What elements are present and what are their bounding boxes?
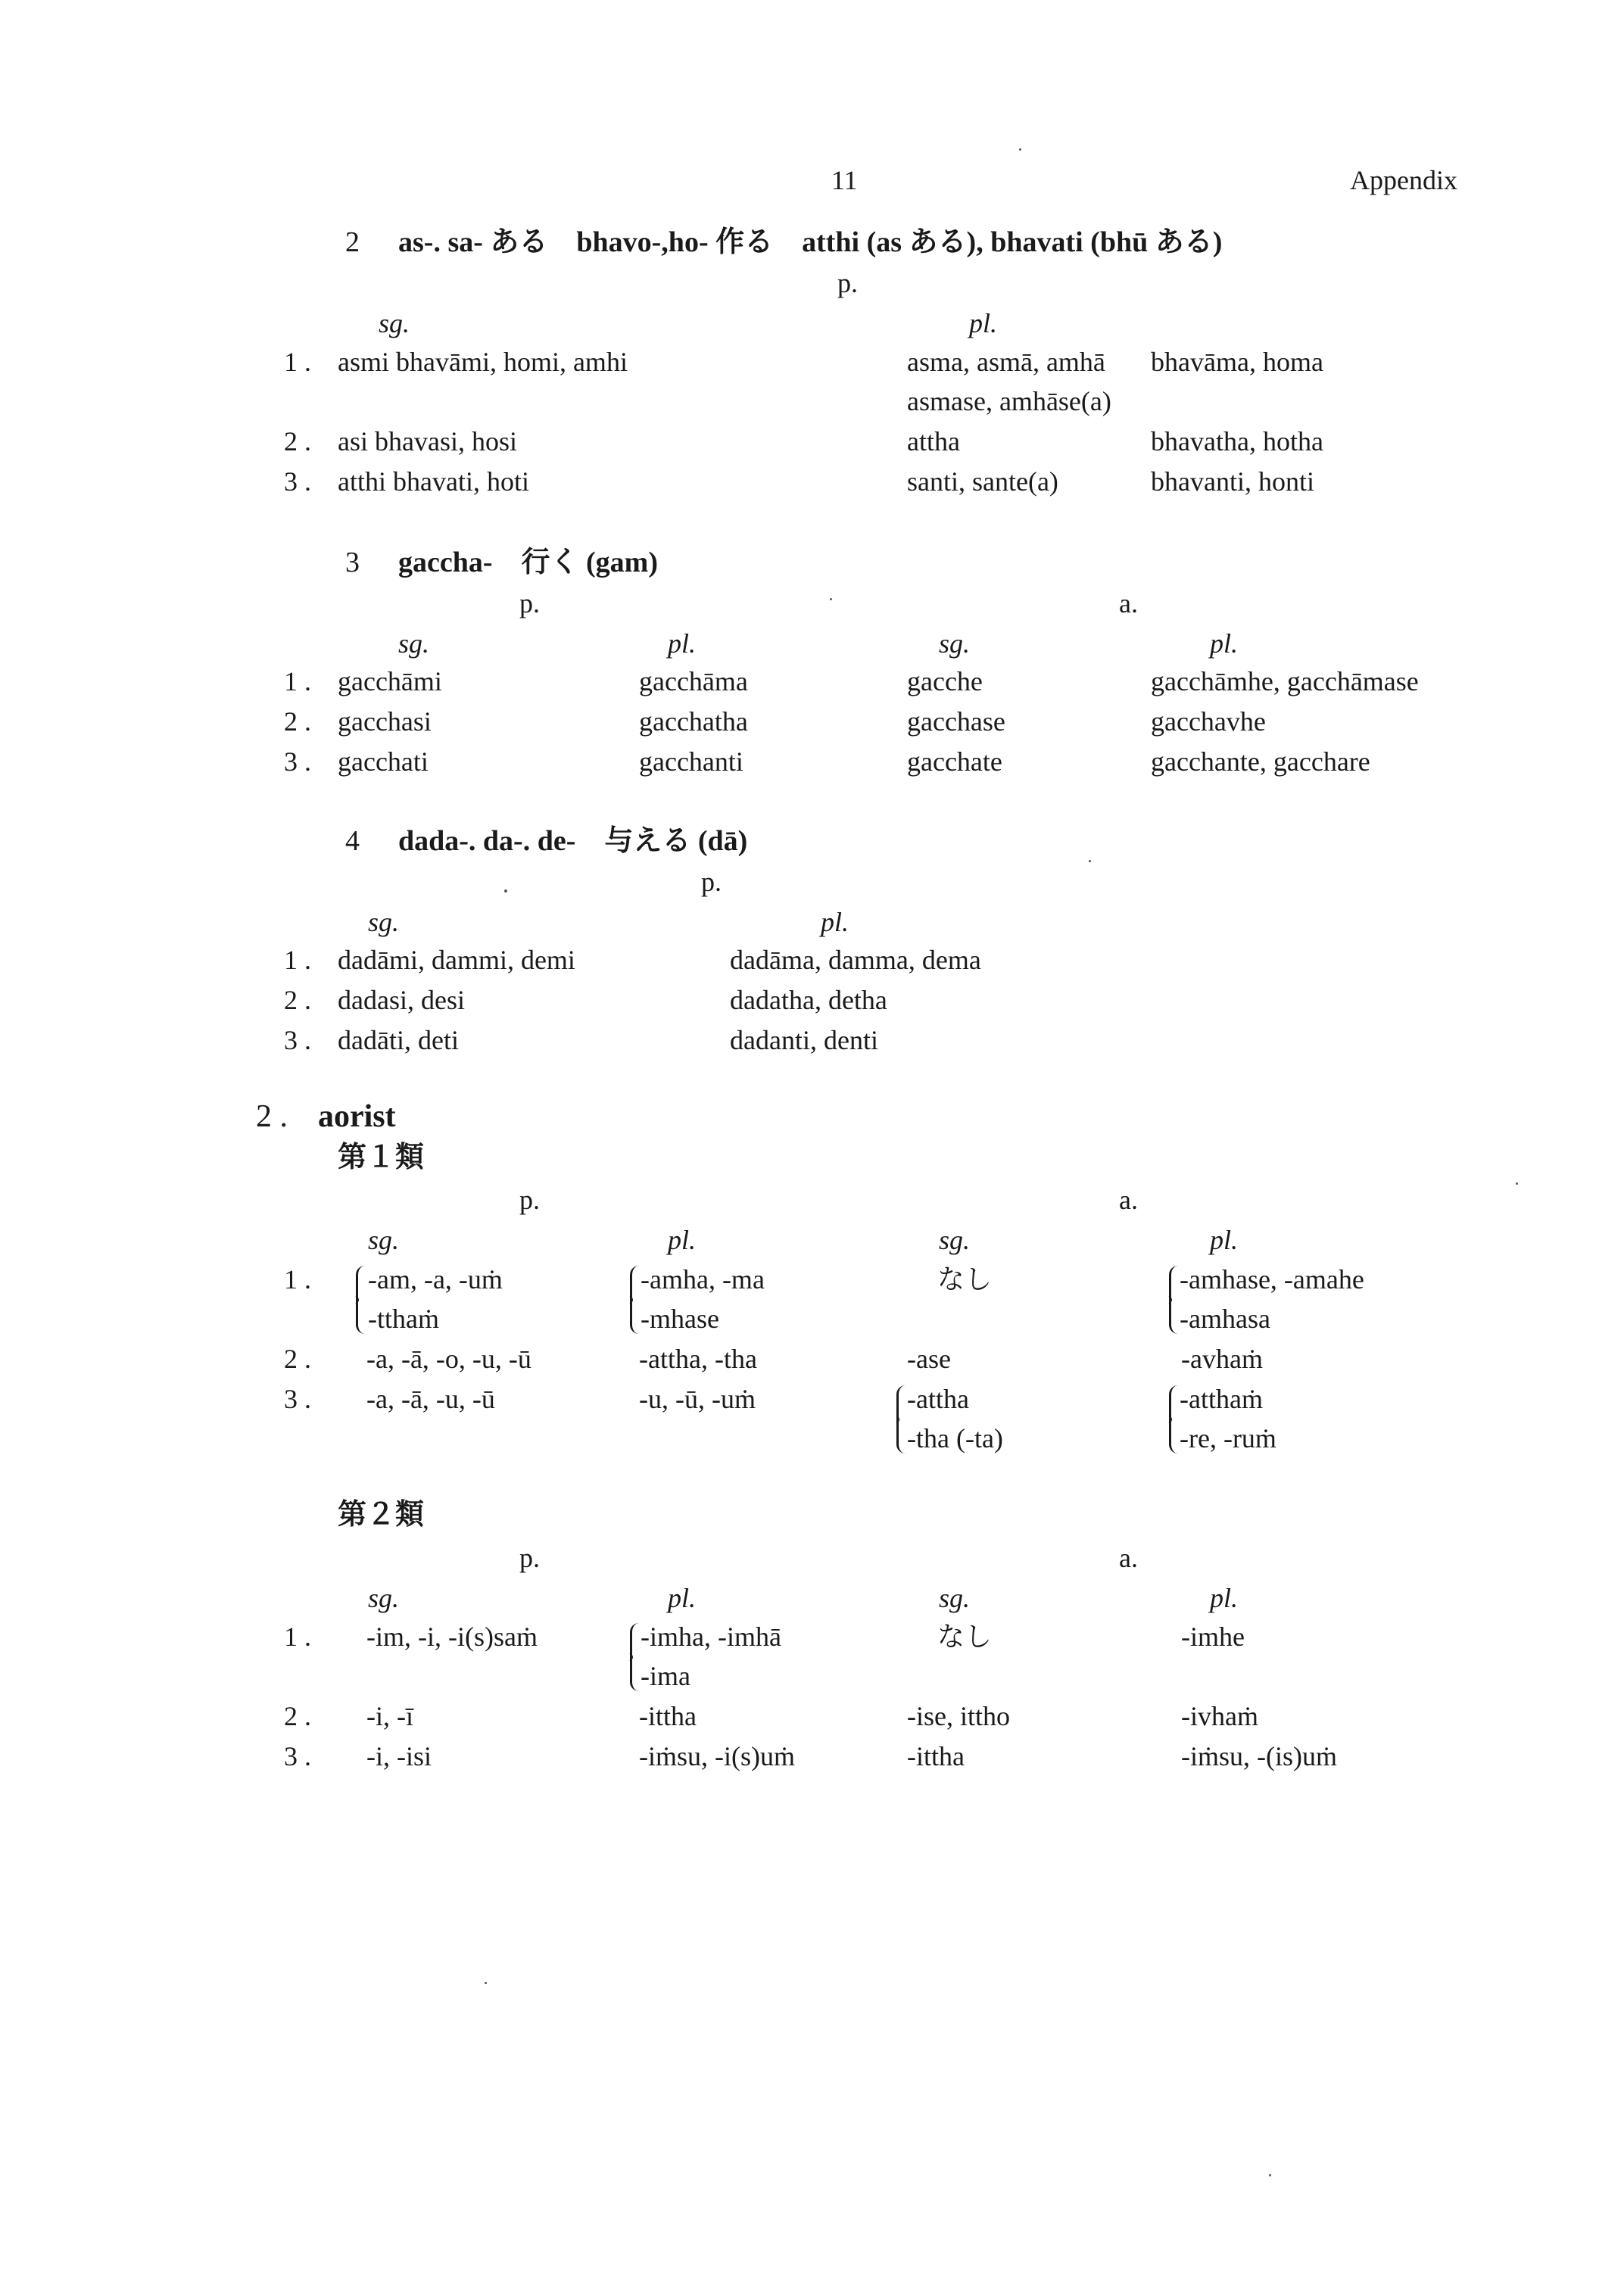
class1-row1-num: 1 . <box>284 1264 311 1294</box>
class2-row3-c3: -ittha <box>907 1741 965 1771</box>
s4-row1-pl: dadāma, damma, dema <box>730 945 981 975</box>
class2-voice-a: a. <box>1119 1543 1138 1573</box>
class2-row2-c3: -ise, ittho <box>907 1701 1010 1731</box>
s2-row3-pl2: bhavanti, honti <box>1151 466 1314 497</box>
class2-pl-header-a: pl. <box>1210 1583 1239 1613</box>
scan-speck <box>1019 148 1021 151</box>
brace <box>896 1385 908 1453</box>
class2-pl-header-p: pl. <box>668 1583 697 1613</box>
s4-row2-pl: dadatha, detha <box>730 985 887 1015</box>
s2-row2-sg: asi bhavasi, hosi <box>338 426 517 456</box>
class1-row3-c4b: -re, -ruṁ <box>1180 1423 1276 1453</box>
class2-row1-num: 1 . <box>284 1622 311 1652</box>
brace <box>1169 1266 1180 1334</box>
s3-number: 3 <box>345 547 360 578</box>
class1-sg-header-p: sg. <box>368 1225 400 1255</box>
s4-title: dada-. da-. de- 与える (dā) <box>398 825 748 857</box>
s2-row2-num: 2 . <box>284 426 311 456</box>
class2-row3-c1: -i, -isi <box>366 1741 432 1771</box>
class1-row1-c2b: -mhase <box>641 1304 719 1334</box>
class2-row1-c2a: -imha, -imhā <box>641 1622 781 1652</box>
s3-row3-c2: gacchanti <box>639 746 743 777</box>
class2-voice-p: p. <box>519 1543 540 1573</box>
s4-row3-pl: dadanti, denti <box>730 1025 878 1055</box>
class2-row2-c2: -ittha <box>639 1701 697 1731</box>
aorist-number: 2 . <box>256 1099 288 1134</box>
scan-speck <box>830 598 832 600</box>
class2-sg-header-a: sg. <box>939 1583 971 1613</box>
s3-sg-header-p: sg. <box>398 628 430 659</box>
s3-row3-num: 3 . <box>284 746 311 777</box>
s4-sg-header: sg. <box>368 907 400 937</box>
s4-row1-num: 1 . <box>284 945 311 975</box>
s3-voice-p: p. <box>519 588 540 618</box>
class2-row3-c4: -iṁsu, -(is)uṁ <box>1181 1741 1337 1771</box>
s2-pl-header: pl. <box>969 308 998 338</box>
s2-row1-pl1: asma, asmā, amhā <box>907 347 1105 377</box>
class1-row2-c2: -attha, -tha <box>639 1344 757 1374</box>
s4-row1-sg: dadāmi, dammi, demi <box>338 945 575 975</box>
s3-row2-c3: gacchase <box>907 706 1005 737</box>
brace <box>630 1623 641 1691</box>
class2-row2-c4: -ivhaṁ <box>1181 1701 1258 1731</box>
s2-row2-pl1: attha <box>907 426 960 456</box>
class1-pl-header-p: pl. <box>668 1225 697 1255</box>
class1-sg-header-a: sg. <box>939 1225 971 1255</box>
class2-row3-c2: -iṁsu, -i(s)uṁ <box>639 1741 795 1771</box>
class2-row1-c4: -imhe <box>1181 1622 1245 1652</box>
s2-row1-num: 1 . <box>284 347 311 377</box>
class2-row1-c1: -im, -i, -i(s)saṁ <box>366 1622 538 1652</box>
class1-row2-c4: -avhaṁ <box>1181 1344 1263 1374</box>
s3-row3-c3: gacchate <box>907 746 1002 777</box>
class1-row3-c3b: -tha (-ta) <box>907 1423 1003 1453</box>
class1-row3-c2: -u, -ū, -uṁ <box>639 1384 756 1414</box>
class2-row3-num: 3 . <box>284 1741 311 1771</box>
class1-row1-c2a: -amha, -ma <box>641 1264 765 1294</box>
aorist-title: aorist <box>318 1099 396 1134</box>
s2-row2-pl2: bhavatha, hotha <box>1151 426 1323 456</box>
s3-row3-c1: gacchati <box>338 746 429 777</box>
s3-pl-header-a: pl. <box>1210 628 1239 659</box>
class1-row3-c1: -a, -ā, -u, -ū <box>366 1384 495 1414</box>
class2-row1-c2b: -ima <box>641 1661 690 1691</box>
s3-voice-a: a. <box>1119 588 1138 618</box>
s2-voice: p. <box>837 268 858 298</box>
s4-row3-sg: dadāti, deti <box>338 1025 459 1055</box>
s4-voice: p. <box>701 867 722 897</box>
class2-row1-c3: なし <box>937 1622 993 1652</box>
class1-pl-header-a: pl. <box>1210 1225 1239 1255</box>
s3-row1-c2: gacchāma <box>639 666 748 696</box>
s3-row1-c3: gacche <box>907 666 983 696</box>
s2-row3-num: 3 . <box>284 466 311 497</box>
s4-row2-num: 2 . <box>284 985 311 1015</box>
s2-row1-pl1b: asmase, amhāse(a) <box>907 386 1111 416</box>
s2-row3-pl1: santi, sante(a) <box>907 466 1058 497</box>
s3-title: gaccha- 行く (gam) <box>398 547 658 578</box>
scan-speck <box>485 1982 487 1984</box>
class1-row1-c1b: -tthaṁ <box>368 1304 439 1334</box>
s3-row3-c4: gacchante, gacchare <box>1151 746 1370 777</box>
class2-sg-header-p: sg. <box>368 1583 400 1613</box>
class2-row2-c1: -i, -ī <box>366 1701 413 1731</box>
section-label: Appendix <box>1350 165 1457 195</box>
s2-row1-sg: asmi bhavāmi, homi, amhi <box>338 347 628 377</box>
scan-speck <box>1269 2174 1271 2176</box>
s2-number: 2 <box>345 226 360 258</box>
page-number: 11 <box>831 165 858 195</box>
brace <box>356 1266 367 1334</box>
s3-row2-num: 2 . <box>284 706 311 737</box>
s2-sg-header: sg. <box>379 308 410 338</box>
brace <box>630 1266 641 1334</box>
s3-sg-header-a: sg. <box>939 628 971 659</box>
scan-speck <box>504 889 507 893</box>
s4-pl-header: pl. <box>821 907 849 937</box>
s2-row3-sg: atthi bhavati, hoti <box>338 466 529 497</box>
class1-row3-c4a: -atthaṁ <box>1180 1384 1263 1414</box>
s3-row2-c2: gacchatha <box>639 706 748 737</box>
class2-title: 第２類 <box>338 1499 425 1531</box>
s4-row3-num: 3 . <box>284 1025 311 1055</box>
class1-row1-c4b: -amhasa <box>1180 1304 1270 1334</box>
class1-row3-num: 3 . <box>284 1384 311 1414</box>
class1-row1-c3: なし <box>937 1264 993 1294</box>
class1-voice-p: p. <box>519 1185 540 1215</box>
class1-title: 第１類 <box>338 1142 425 1173</box>
class1-row3-c3a: -attha <box>907 1384 969 1414</box>
class1-voice-a: a. <box>1119 1185 1138 1215</box>
s3-row2-c1: gacchasi <box>338 706 432 737</box>
class1-row1-c1a: -am, -a, -uṁ <box>368 1264 503 1294</box>
scan-speck <box>1516 1182 1518 1185</box>
s3-row1-c4: gacchāmhe, gacchāmase <box>1151 666 1419 696</box>
scan-speck <box>1089 860 1091 862</box>
class1-row2-c1: -a, -ā, -o, -u, -ū <box>366 1344 531 1374</box>
class1-row2-num: 2 . <box>284 1344 311 1374</box>
s2-row1-pl2: bhavāma, homa <box>1151 347 1323 377</box>
s3-row2-c4: gacchavhe <box>1151 706 1266 737</box>
class1-row1-c4a: -amhase, -amahe <box>1180 1264 1364 1294</box>
brace <box>1169 1385 1180 1453</box>
s4-row2-sg: dadasi, desi <box>338 985 465 1015</box>
s3-pl-header-p: pl. <box>668 628 697 659</box>
class2-row2-num: 2 . <box>284 1701 311 1731</box>
s3-row1-num: 1 . <box>284 666 311 696</box>
s4-number: 4 <box>345 825 360 857</box>
s2-title: as-. sa- ある bhavo-,ho- 作る atthi (as ある), bhavati (bhū ある) <box>398 226 1223 258</box>
s3-row1-c1: gacchāmi <box>338 666 442 696</box>
class1-row2-c3: -ase <box>907 1344 951 1374</box>
